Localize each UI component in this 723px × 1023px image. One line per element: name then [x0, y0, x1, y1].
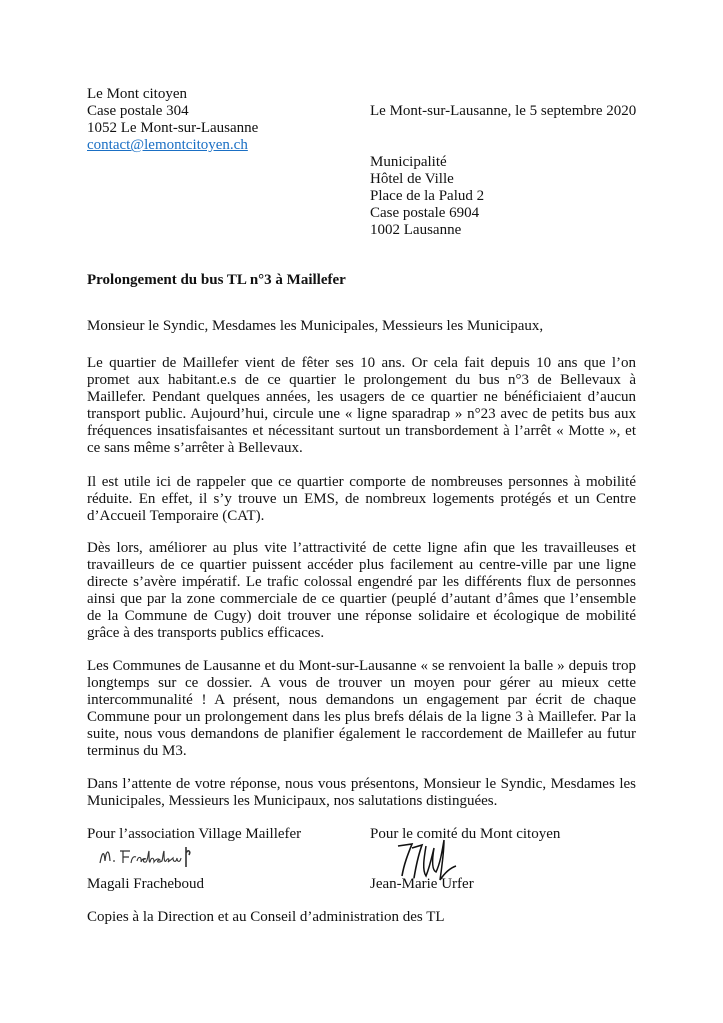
- recipient-line: Place de la Palud 2: [370, 188, 485, 204]
- sender-name: Le Mont citoyen: [87, 86, 187, 102]
- body-paragraph: Il est utile ici de rappeler que ce quartier comporte de nombreuses personnes à mobilité réduite. En effet, il s’y trouve un EMS, de nombreux logements protégés et un Centre d’Accueil Temporaire (CAT).: [87, 474, 636, 524]
- body-paragraph: Dès lors, améliorer au plus vite l’attractivité de cette ligne afin que les travailleuses et travailleurs de ce quartier puissent accéder plus facilement au centre-ville par une ligne directe s’avère impératif. Le trafic colossal engendré par les différents flux de personnes ainsi que par la zone commerciale de ce quartier (peuplé d’autant d’âmes que l’ensemble de la Commune de Cugy) doit trouver une réponse solidaire et écologique de mobilité grâce à des transports publics efficaces.: [87, 540, 636, 641]
- recipient-line: Hôtel de Ville: [370, 171, 454, 187]
- sender-po-box: Case postale 304: [87, 103, 189, 119]
- body-paragraph: Le quartier de Maillefer vient de fêter ses 10 ans. Or cela fait depuis 10 ans que l’on promet aux habitant.e.s de ce quartier le prolongement du bus n°3 de Bellevaux à Maillefer. Pendant quelques années, les usagers de ce quartier ne bénéficiaient d’aucun transport public. Aujourd’hui, circule une « ligne sparadrap » n°23 avec de petits bus aux fréquences insatisfaisantes et nécessitant surtout un transbordement à l’arrêt « Motte », et ce sans même s’arrêter à Bellevaux.: [87, 355, 636, 456]
- recipient-line: 1002 Lausanne: [370, 222, 462, 238]
- signature-right-label: Pour le comité du Mont citoyen: [370, 826, 561, 842]
- sender-email-link[interactable]: contact@lemontcitoyen.ch: [87, 137, 248, 153]
- salutation: Monsieur le Syndic, Mesdames les Municipales, Messieurs les Municipaux,: [87, 318, 544, 334]
- letter-subject: Prolongement du bus TL n°3 à Maillefer: [87, 272, 346, 288]
- recipient-line: Municipalité: [370, 154, 447, 170]
- body-paragraph: Les Communes de Lausanne et du Mont-sur-Lausanne « se renvoient la balle » depuis trop longtemps sur ce dossier. A vous de trouver un moyen pour gérer au mieux cette intercommunalité ! A présent, nous demandons un engagement par écrit de chaque Commune pour un prolongement dans les plus brefs délais de la ligne 3 à Maillefer. Par la suite, nous vous demandons de planifier également le raccordement de Maillefer au futur terminus du M3.: [87, 658, 636, 759]
- signature-right-name: Jean-Marie Urfer: [370, 876, 474, 892]
- sender-address: [87, 86, 258, 154]
- recipient-address: [370, 154, 484, 239]
- recipient-line: Case postale 6904: [370, 205, 480, 221]
- signature-left-label: Pour l’association Village Maillefer: [87, 826, 302, 842]
- copies-note: Copies à la Direction et au Conseil d’administration des TL: [87, 909, 445, 925]
- closing-paragraph: Dans l’attente de votre réponse, nous vous présentons, Monsieur le Syndic, Mesdames les Municipales, Messieurs les Municipaux, nos salutations distinguées.: [87, 776, 636, 809]
- signature-left-name: Magali Fracheboud: [87, 876, 205, 892]
- sender-city: 1052 Le Mont-sur-Lausanne: [87, 120, 259, 136]
- signature-fracheboud-icon: [96, 843, 206, 869]
- date-line: Le Mont-sur-Lausanne, le 5 septembre 2020: [370, 103, 637, 119]
